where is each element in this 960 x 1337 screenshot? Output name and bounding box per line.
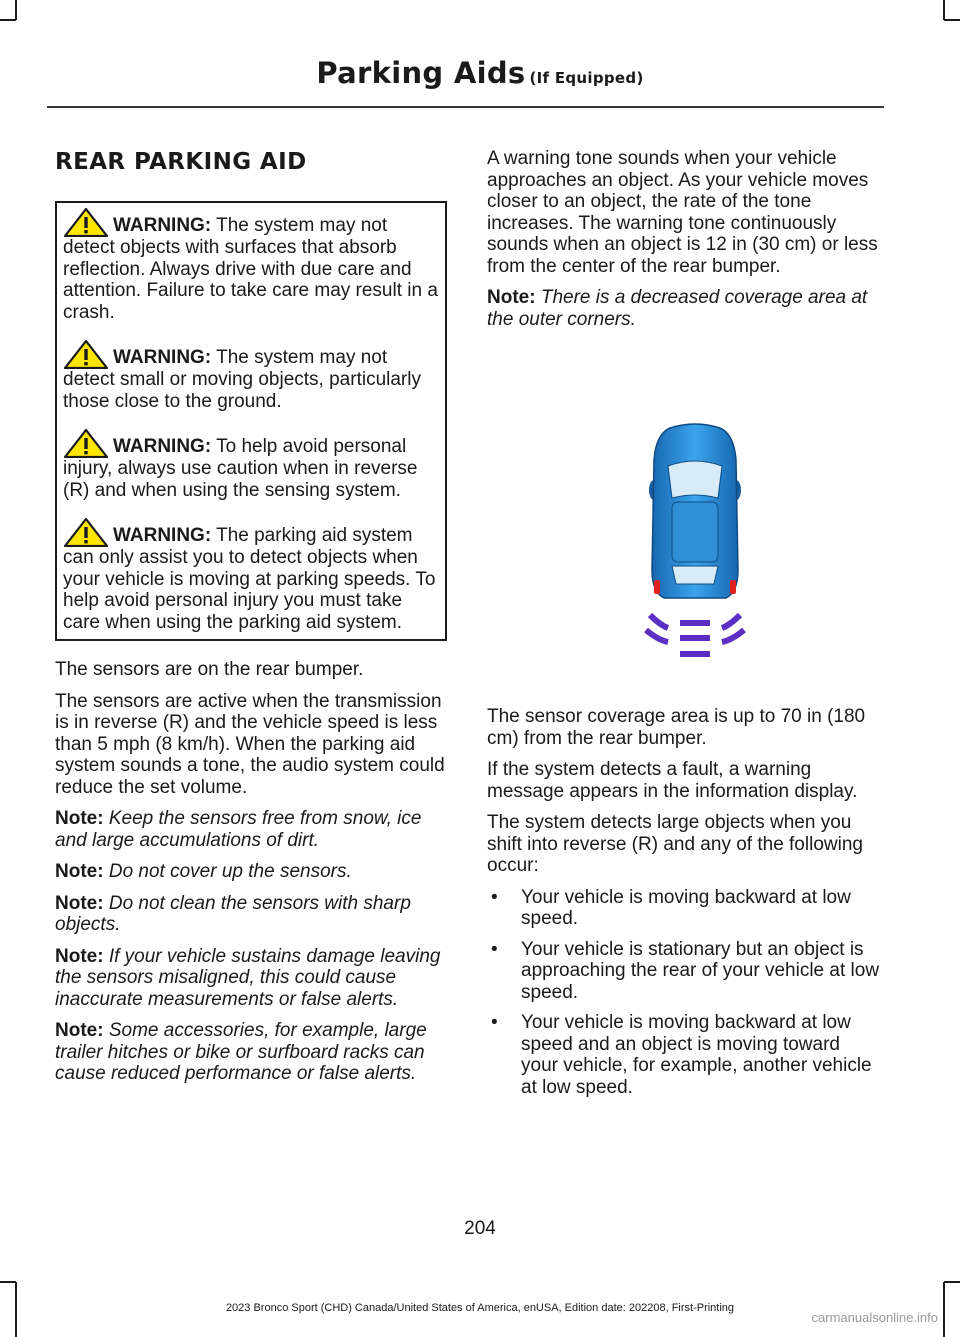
- car-top-view-icon: [630, 420, 760, 670]
- warning-label: WARNING:: [113, 215, 212, 236]
- warning-text: The system may not detect small or moving objects, particularly those close to the ground.: [63, 347, 421, 412]
- note-label: Note:: [487, 287, 536, 308]
- warning-item: [63, 517, 439, 633]
- left-column: [55, 147, 447, 1095]
- crop-mark: [944, 1281, 960, 1283]
- warning-triangle-icon: [63, 428, 109, 458]
- note-label: Note:: [55, 1020, 104, 1041]
- footer-edition-info: 2023 Bronco Sport (CHD) Canada/United States of America, enUSA, Edition date: 202208, First-Printing: [225, 1302, 735, 1314]
- crop-mark: [0, 19, 16, 21]
- body-paragraph: The system detects large objects when you shift into reverse (R) and any of the following occur:: [487, 812, 863, 876]
- note-label: Note:: [55, 861, 104, 882]
- note-label: Note:: [55, 892, 104, 914]
- rear-parking-sensor-illustration: [630, 420, 760, 670]
- warning-item: [63, 339, 439, 412]
- body-paragraph: The sensors are on the rear bumper.: [55, 659, 364, 680]
- warning-triangle-icon: [63, 339, 109, 369]
- page-header-title: [0, 56, 960, 90]
- note-text: Some accessories, for example, large trailer hitches or bike or surfboard racks can cause reduced performance or false alerts.: [55, 1020, 427, 1084]
- warning-item: [63, 207, 439, 323]
- note-text: Do not cover up the sensors.: [103, 861, 352, 882]
- note-label: Note:: [55, 808, 104, 829]
- watermark: carmanualsonline.info: [811, 1310, 938, 1325]
- body-paragraph: The sensor coverage area is up to 70 in (180 cm) from the rear bumper.: [487, 706, 866, 749]
- condition-list: [487, 887, 882, 1099]
- warning-text: The parking aid system can only assist you to detect objects when your vehicle is moving at parking speeds. To help avoid personal injury you must take care when using the parking aid system.: [63, 525, 436, 633]
- warning-item: [63, 428, 439, 501]
- note: [55, 808, 447, 851]
- warning-label: WARNING:: [113, 347, 212, 368]
- body-paragraph: The sensors are active when the transmission is in reverse (R) and the vehicle speed is less than 5 mph (8 km/h). When the parking aid system sounds a tone, the audio system could reduce the set volume.: [55, 690, 445, 798]
- note: [487, 287, 882, 330]
- section-title: REAR PARKING AID: [55, 149, 307, 175]
- header-title-text: Parking Aids: [316, 56, 526, 90]
- warning-text: The system may not detect objects with surfaces that absorb reflection. Always drive with due care and attention. Failure to take care may result in a crash.: [63, 215, 438, 323]
- body-paragraph: A warning tone sounds when your vehicle approaches an object. As your vehicle moves closer to an object, the rate of the tone increases. The warning tone continuously sounds when an object is 12 in (30 cm) or less from the center of the rear bumper.: [487, 148, 878, 277]
- note-text: Keep the sensors free from snow, ice and large accumulations of dirt.: [55, 808, 422, 851]
- note-text: If your vehicle sustains damage leaving the sensors misaligned, this could cause inaccurate measurements or false alerts.: [55, 945, 441, 1010]
- note: [55, 946, 447, 1011]
- list-item: • Your vehicle is moving backward at low speed.: [487, 887, 882, 930]
- warning-label: WARNING:: [113, 436, 212, 457]
- warning-triangle-icon: [63, 517, 109, 547]
- header-title-suffix: (If Equipped): [529, 69, 644, 87]
- note: [55, 1020, 447, 1085]
- header-rule: [47, 106, 884, 108]
- note-text: Do not clean the sensors with sharp objects.: [55, 892, 411, 935]
- crop-mark: [0, 1281, 16, 1283]
- note-text: There is a decreased coverage area at the outer corners.: [487, 287, 868, 330]
- warning-text: To help avoid personal injury, always use caution when in reverse (R) and when using the sensing system.: [63, 436, 418, 501]
- note: [55, 893, 447, 936]
- note: [55, 861, 447, 883]
- crop-mark: [943, 0, 945, 20]
- page-number: 204: [464, 1218, 496, 1239]
- right-column-top: [487, 148, 882, 340]
- body-paragraph: If the system detects a fault, a warning message appears in the information display.: [487, 759, 858, 802]
- note-label: Note:: [55, 945, 104, 967]
- crop-mark: [15, 0, 17, 20]
- list-item: • Your vehicle is moving backward at low speed and an object is moving toward your vehicle, for example, another vehicle at low speed.: [487, 1012, 882, 1098]
- warning-box: [55, 201, 447, 641]
- warning-label: WARNING:: [113, 525, 212, 546]
- right-column-bottom: [487, 706, 882, 1107]
- list-item: • Your vehicle is stationary but an object is approaching the rear of your vehicle at low speed.: [487, 939, 882, 1004]
- crop-mark: [944, 19, 960, 21]
- warning-triangle-icon: [63, 207, 109, 237]
